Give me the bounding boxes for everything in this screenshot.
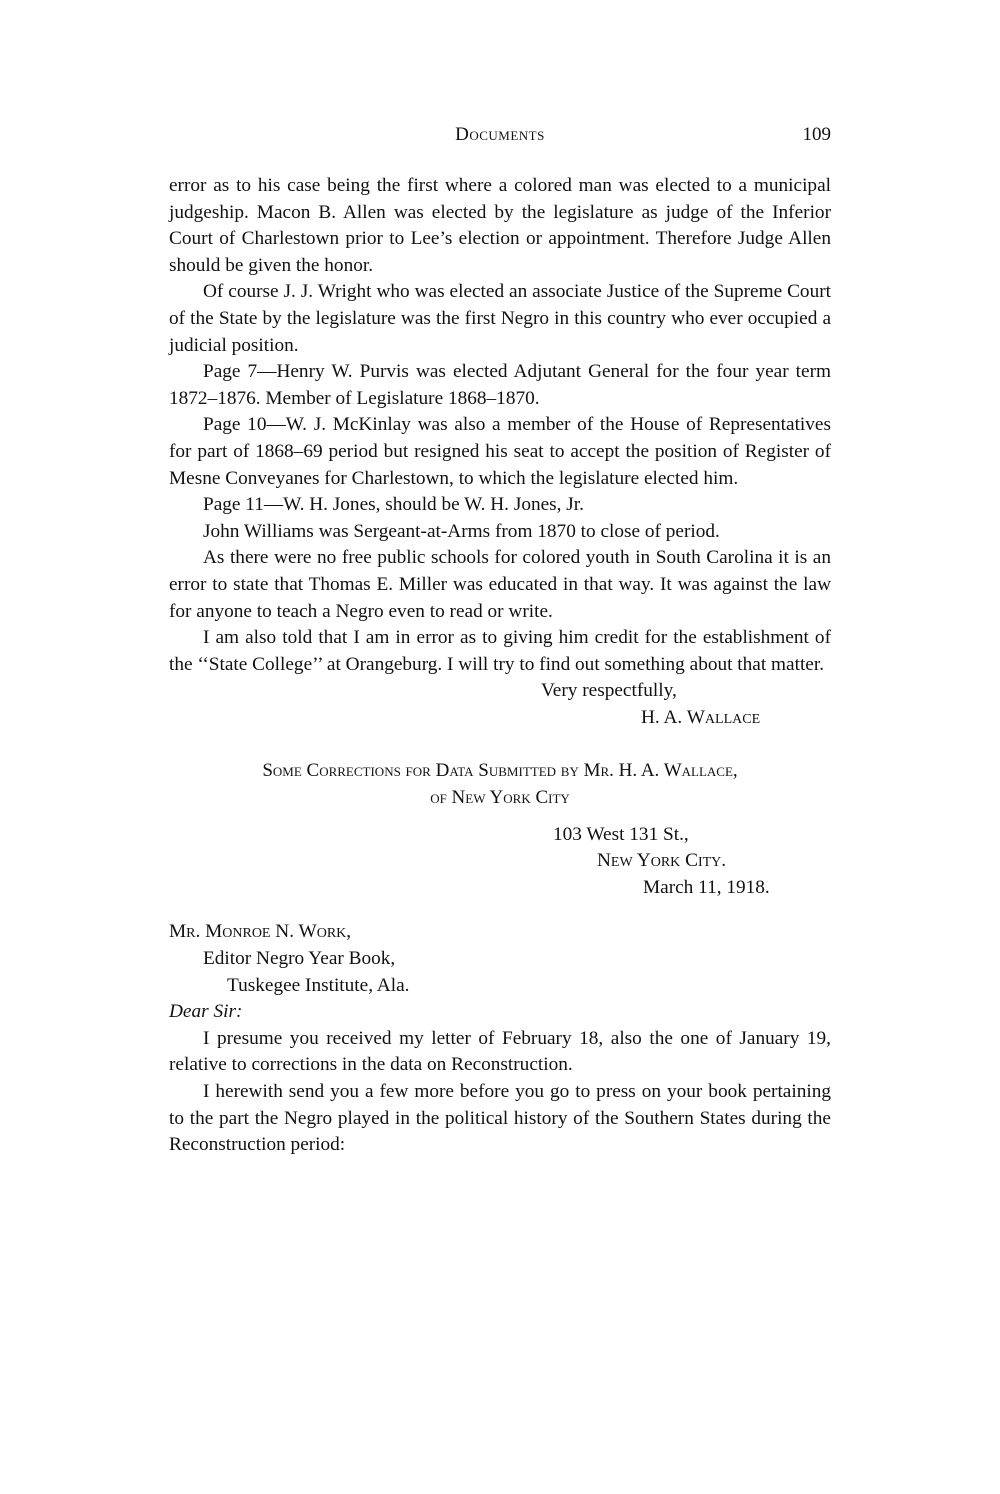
signature: H. A. Wallace — [641, 706, 761, 728]
page-header — [169, 124, 831, 150]
section-title — [169, 758, 831, 811]
running-head: Documents — [455, 124, 545, 145]
salutation: Dear Sir: — [169, 1001, 243, 1023]
paragraph: error as to his case being the first where a colored man was elected to a municipal judgeship. Macon B. Allen was elected by the legislature as judge of the Inferior Court of Charlestown prior to Lee’s election or appointment. Therefore Judge Allen should be given the honor. — [169, 175, 831, 276]
paragraph: As there were no free public schools for colored youth in South Carolina it is an error to state that Thomas E. Miller was educated in that way. It was against the law for anyone to teach a Negro even to read or write. — [169, 547, 831, 622]
paragraph: John Williams was Sergeant-at-Arms from 1870 to close of period. — [203, 520, 720, 542]
letter-date: March 11, 1918. — [643, 876, 770, 898]
paragraph: Of course J. J. Wright who was elected an associate Justice of the Supreme Court of the State by the legislature was the first Negro in this country who ever occupied a judicial position. — [169, 281, 831, 356]
page-number: 109 — [802, 124, 831, 145]
paragraph: Page 7—Henry W. Purvis was elected Adjutant General for the four year term 1872–1876. Member of Legislature 1868–1870. — [169, 361, 831, 409]
addressee-location: Tuskegee Institute, Ala. — [227, 974, 410, 996]
page-body — [169, 173, 831, 1159]
paragraph: I am also told that I am in error as to giving him credit for the establishment of the ‘‘State College’’ at Orangeburg. I will try to find out something about that matter. — [169, 627, 831, 675]
section-title-line: of New York City — [430, 787, 570, 809]
sender-address-line: New York City. — [597, 850, 727, 872]
addressee-title: Editor Negro Year Book, — [203, 948, 396, 970]
sender-address-line: 103 West 131 St., — [553, 823, 689, 845]
paragraph: Page 10—W. J. McKinlay was also a member of the House of Representatives for part of 1868–69 period but resigned his seat to accept the position of Register of Mesne Conveyanes for Charlestown, to which the legislature elected him. — [169, 414, 831, 489]
paragraph: I herewith send you a few more before you go to press on your book pertaining to the part the Negro played in the political history of the Southern States during the Reconstruction period: — [169, 1081, 831, 1156]
paragraph: I presume you received my letter of February 18, also the one of January 19, relative to corrections in the data on Reconstruction. — [169, 1027, 831, 1076]
paragraph: Page 11—W. H. Jones, should be W. H. Jones, Jr. — [203, 494, 584, 516]
letter-closing: Very respectfully, — [541, 680, 677, 702]
addressee-name: Mr. Monroe N. Work, — [169, 921, 352, 943]
section-title-line: Some Corrections for Data Submitted by Mr. H. A. Wallace, — [262, 760, 738, 782]
